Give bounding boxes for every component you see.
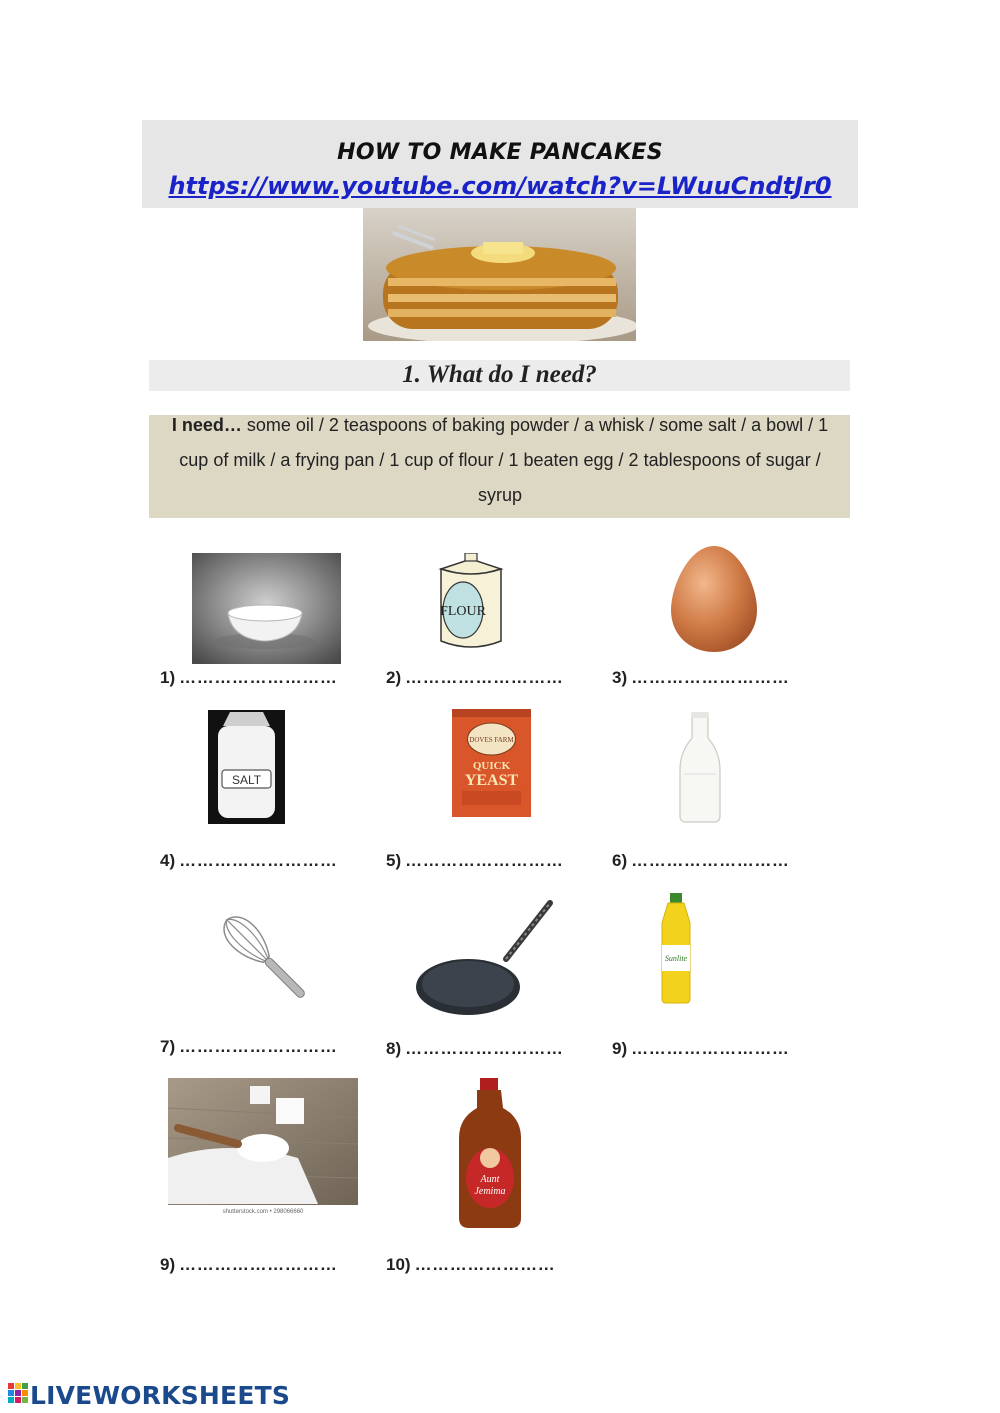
- ingredients-text: [160, 408, 840, 513]
- answer-dots: ………………………: [405, 1039, 564, 1058]
- answer-blank-5[interactable]: [386, 851, 564, 871]
- answer-blank-10[interactable]: [386, 1255, 555, 1275]
- answer-number: 6): [612, 851, 628, 870]
- answer-dots: ………………………: [405, 668, 564, 687]
- footer-brand: [8, 1380, 290, 1410]
- answer-number: 8): [386, 1039, 402, 1058]
- answer-number: 3): [612, 668, 628, 687]
- answer-number: 4): [160, 851, 176, 870]
- youtube-link[interactable]: https://www.youtube.com/watch?v=LWuuCndtJr0: [168, 172, 832, 200]
- worksheet-title: HOW TO MAKE PANCAKES: [337, 140, 663, 165]
- syrup-brand-2: Jemima: [474, 1186, 506, 1197]
- ingredients-list: some oil / 2 teaspoons of baking powder / a whisk / some salt / a bowl / 1 cup of milk / a frying pan / 1 cup of flour / 1 beaten egg / 2 tablespoons of sugar / syrup: [179, 415, 829, 505]
- liveworksheets-logo-icon: [8, 1383, 30, 1407]
- answer-blank-6[interactable]: [612, 851, 790, 871]
- milk-bottle-image: [678, 712, 722, 824]
- answer-blank-4[interactable]: [160, 851, 338, 871]
- ingredients-lead: I need…: [171, 415, 242, 435]
- answer-dots: ………………………: [631, 851, 790, 870]
- answer-dots: ………………………: [405, 851, 564, 870]
- answer-blank-1[interactable]: [160, 668, 338, 688]
- frying-pan-image: [414, 897, 554, 1019]
- yeast-word: YEAST: [464, 772, 519, 789]
- sugar-image: [168, 1078, 358, 1216]
- answer-number: 1): [160, 668, 176, 687]
- answer-dots: ………………………: [179, 668, 338, 687]
- yeast-packet-image: [452, 709, 531, 817]
- whisk-image: [206, 898, 324, 1018]
- egg-image: [669, 544, 759, 654]
- salt-label: SALT: [231, 773, 262, 787]
- answer-blank-7[interactable]: [160, 1037, 338, 1057]
- answer-blank-9b[interactable]: [160, 1255, 338, 1275]
- answer-number: 2): [386, 668, 402, 687]
- answer-dots: ………………………: [179, 1255, 338, 1274]
- answer-blank-2[interactable]: [386, 668, 564, 688]
- oil-bottle-image: [656, 893, 696, 1005]
- answer-number: 7): [160, 1037, 176, 1056]
- answer-blank-3[interactable]: [612, 668, 790, 688]
- answer-dots: ……………………: [414, 1255, 556, 1274]
- answer-number: 9): [612, 1039, 628, 1058]
- flour-tin-image: [433, 553, 509, 657]
- answer-blank-9[interactable]: [612, 1039, 790, 1059]
- answer-number: 9): [160, 1255, 176, 1274]
- syrup-brand-1: Aunt: [480, 1174, 500, 1185]
- pancake-stack-image: [363, 208, 636, 341]
- section-heading: 1. What do I need?: [402, 361, 597, 388]
- answer-dots: ………………………: [631, 1039, 790, 1058]
- yeast-quick: QUICK: [472, 760, 511, 772]
- bowl-image: [192, 553, 341, 664]
- yeast-brand: DOVES FARM: [469, 736, 514, 744]
- answer-blank-8[interactable]: [386, 1039, 564, 1059]
- answer-dots: ………………………: [179, 851, 338, 870]
- oil-brand: Sunlite: [664, 954, 688, 963]
- salt-shaker-image: [208, 710, 285, 824]
- answer-number: 5): [386, 851, 402, 870]
- answer-dots: ………………………: [179, 1037, 338, 1056]
- sugar-image-caption: shutterstock.com • 298066660: [222, 1209, 304, 1215]
- flour-label: FLOUR: [440, 604, 486, 619]
- answer-dots: ………………………: [631, 668, 790, 687]
- answer-number: 10): [386, 1255, 411, 1274]
- footer-brand-text: LIVEWORKSHEETS: [30, 1380, 291, 1410]
- syrup-bottle-image: [455, 1078, 525, 1229]
